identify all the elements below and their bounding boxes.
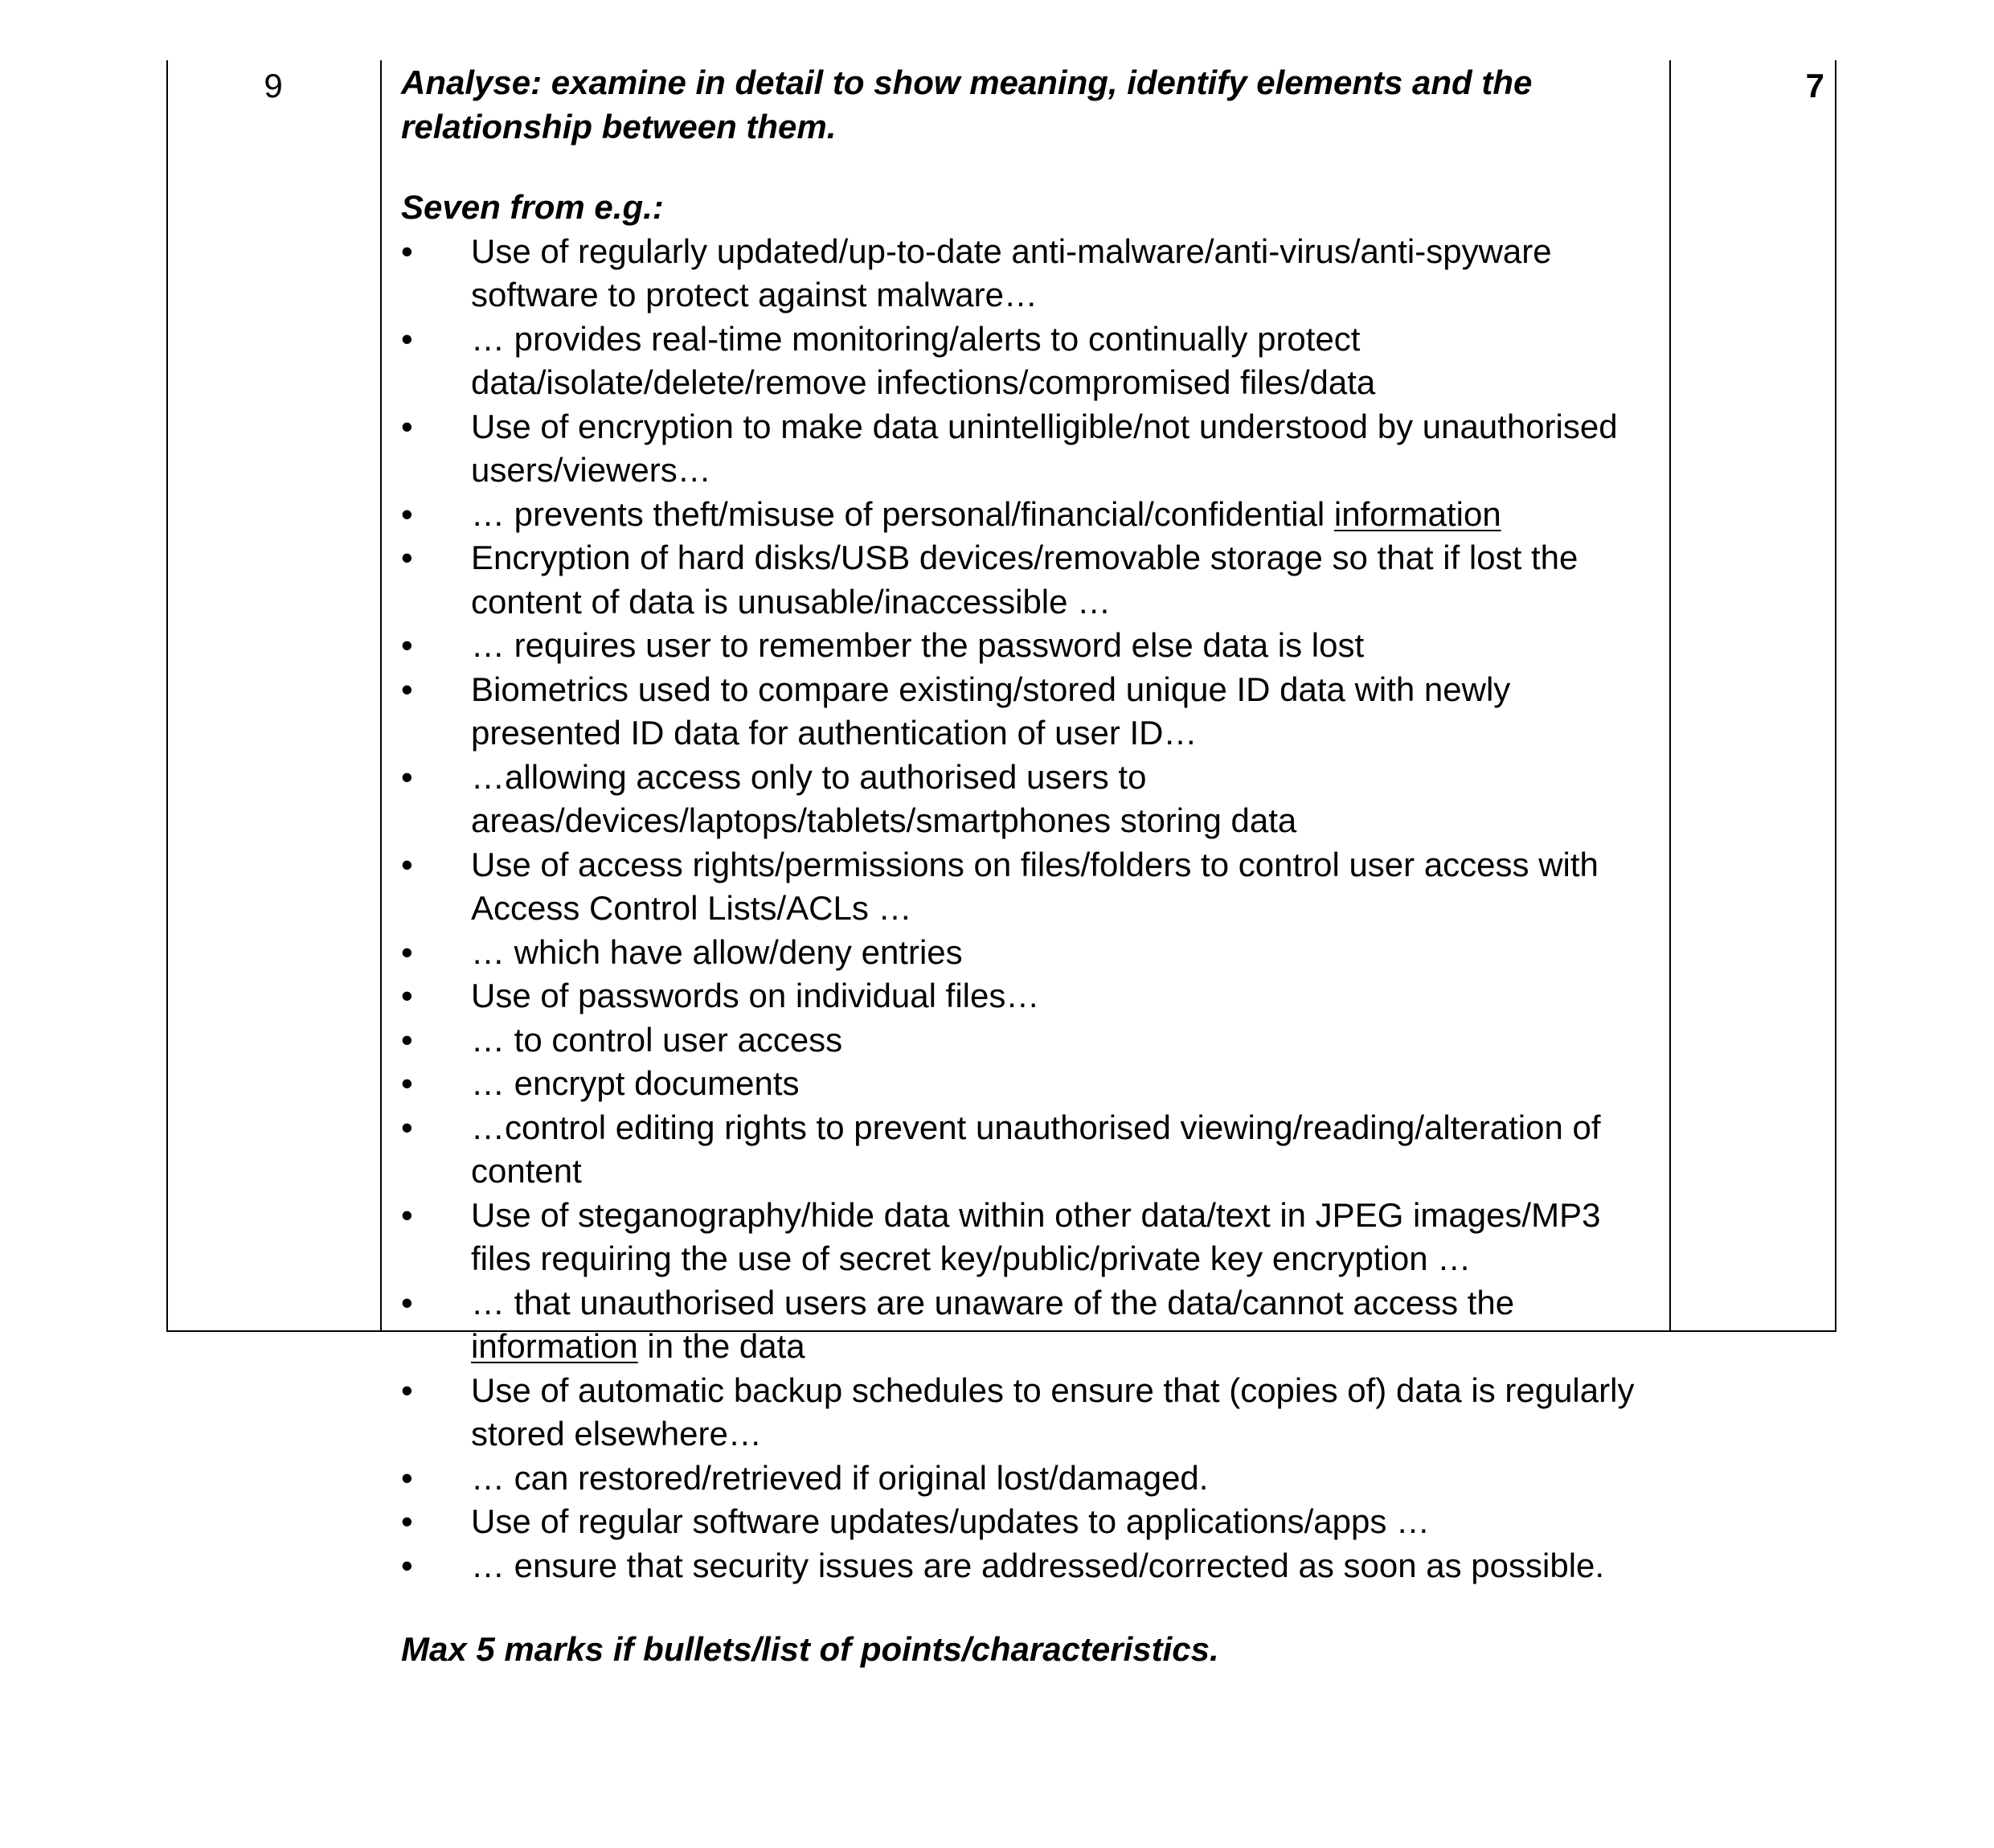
question-number: 9 [264, 67, 283, 104]
answer-cell [401, 61, 1655, 1672]
answer-point: • Use of steganography/hide data within other data/text in JPEG images/MP3 files requiring the use of secret key/public/private key encryption … [401, 1194, 1655, 1281]
answer-intro: Seven from e.g.: [401, 188, 664, 226]
answer-point: • … to control user access [401, 1018, 1655, 1063]
answer-point: • Biometrics used to compare existing/stored unique ID data with newly presented ID data for authentication of user ID… [401, 668, 1655, 756]
table-divider-1 [380, 60, 382, 1332]
answer-point: • Use of regularly updated/up-to-date anti-malware/anti-virus/anti-spyware software to protect against malware… [401, 230, 1655, 318]
answer-point-text: … prevents theft/misuse of personal/financial/confidential [471, 494, 1334, 533]
answer-point: • … provides real-time monitoring/alerts to continually protect data/isolate/delete/remove infections/compromised files/data [401, 318, 1655, 405]
table-border-left [166, 60, 168, 1332]
underlined-keyword: information [1333, 494, 1501, 533]
answer-point: • Use of passwords on individual files… [401, 974, 1655, 1018]
answer-point: • Encryption of hard disks/USB devices/removable storage so that if lost the content of data is unusable/inaccessible … [401, 536, 1655, 624]
answer-points-list [401, 230, 1655, 1588]
table-divider-2 [1669, 60, 1671, 1332]
answer-point: • Use of regular software updates/updates to applications/apps … [401, 1500, 1655, 1544]
max-marks-note: Max 5 marks if bullets/list of points/characteristics. [401, 1630, 1219, 1668]
answer-point-text: … that unauthorised users are unaware of the data/cannot access the [471, 1283, 1515, 1321]
answer-point: • … which have allow/deny entries [401, 931, 1655, 975]
answer-point: • Use of access rights/permissions on files/folders to control user access with Access Control Lists/ACLs … [401, 843, 1655, 931]
table-border-right [1835, 60, 1836, 1332]
answer-point: • Use of automatic backup schedules to ensure that (copies of) data is regularly stored elsewhere… [401, 1369, 1655, 1457]
marks-value: 7 [1805, 67, 1824, 104]
underlined-keyword: information [471, 1327, 638, 1365]
answer-point: • … encrypt documents [401, 1062, 1655, 1106]
answer-point: • … ensure that security issues are addressed/corrected as soon as possible. [401, 1544, 1655, 1588]
answer-point: • …allowing access only to authorised users to areas/devices/laptops/tablets/smartphones storing data [401, 756, 1655, 843]
answer-point: • Use of encryption to make data unintelligible/not understood by unauthorised users/viewers… [401, 405, 1655, 493]
answer-point: • … requires user to remember the password else data is lost [401, 624, 1655, 668]
answer-point-text: in the data [637, 1327, 805, 1365]
answer-point [401, 1281, 1655, 1369]
answer-point: • …control editing rights to prevent unauthorised viewing/reading/alteration of content [401, 1106, 1655, 1194]
answer-point [401, 493, 1655, 537]
answer-point: • … can restored/retrieved if original lost/damaged. [401, 1457, 1655, 1501]
command-word-definition: Analyse: examine in detail to show meaning, identify elements and the relationship between them. [401, 64, 1533, 145]
